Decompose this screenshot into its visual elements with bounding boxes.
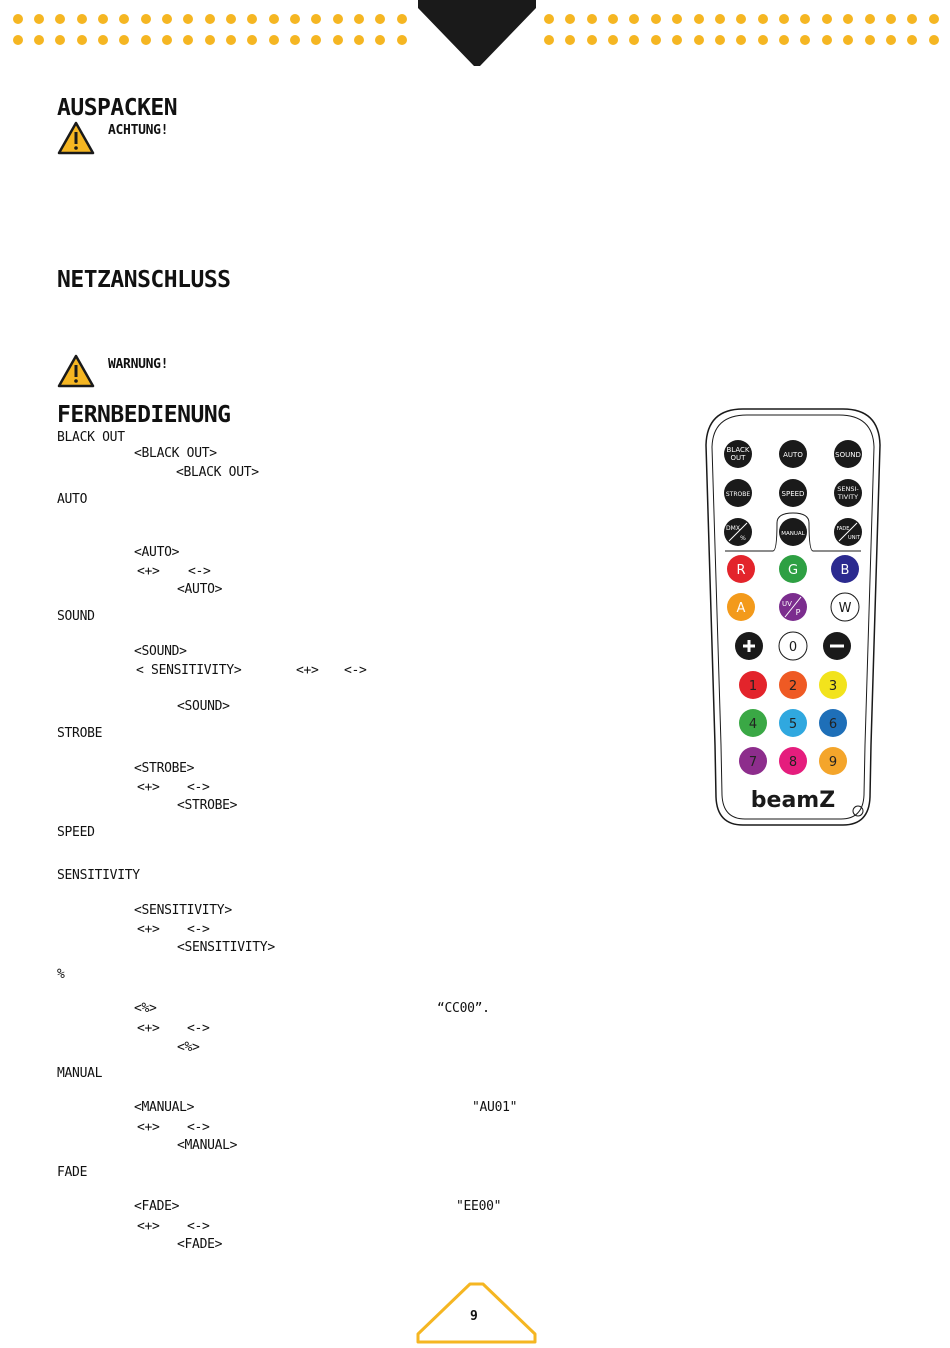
strobe-minus: <-> (187, 780, 210, 795)
remote-zero-button (779, 632, 807, 660)
top-chevron-shape (418, 0, 536, 66)
remote-auto-button (779, 440, 807, 468)
percent-line1: <%> (134, 1001, 157, 1016)
sound-sensitivity: < SENSITIVITY> (136, 663, 242, 678)
svg-text:MANUAL: MANUAL (781, 531, 805, 537)
svg-text:beamZ: beamZ (750, 788, 836, 813)
section-title-unpack: AUSPACKEN (57, 95, 178, 121)
svg-text:8: 8 (788, 755, 798, 770)
remote-plus-button (735, 632, 763, 660)
remote-6-button (819, 709, 847, 737)
svg-text:3: 3 (828, 679, 838, 694)
manual-line3: <MANUAL> (177, 1138, 238, 1153)
remote-green-button (779, 555, 807, 583)
svg-text:FADE: FADE (836, 526, 850, 532)
sensitivity-line3: <SENSITIVITY> (177, 940, 275, 955)
auto-plus: <+> (137, 564, 160, 579)
blackout-line2: <BLACK OUT> (176, 465, 259, 480)
svg-text:7: 7 (748, 755, 758, 770)
remote-3-button (819, 671, 847, 699)
remote-8-button (779, 747, 807, 775)
svg-text:9: 9 (828, 755, 838, 770)
percent-plus: <+> (137, 1021, 160, 1036)
fade-line1: <FADE> (134, 1199, 180, 1214)
remote-manual-button (779, 518, 807, 546)
strobe-line3: <STROBE> (177, 798, 238, 813)
svg-text:P: P (795, 608, 801, 617)
svg-text:0: 0 (788, 640, 798, 655)
sensitivity-plus: <+> (137, 922, 160, 937)
sensitivity-label: SENSITIVITY (57, 868, 140, 883)
remote-2-button (779, 671, 807, 699)
beamz-logo-icon (751, 788, 835, 813)
svg-text:DMX: DMX (726, 525, 740, 532)
manual-label: MANUAL (57, 1066, 103, 1081)
remote-fade-button (834, 518, 862, 546)
remote-sound-button (834, 440, 862, 468)
svg-text:STROBE: STROBE (725, 491, 751, 498)
section-title-remote: FERNBEDIENUNG (57, 402, 231, 428)
blackout-label: BLACK OUT (57, 430, 125, 445)
strobe-label: STROBE (57, 726, 103, 741)
top-dots-right (539, 10, 944, 50)
svg-text:4: 4 (748, 717, 758, 732)
percent-line3: <%> (177, 1040, 200, 1055)
sound-minus: <-> (344, 663, 367, 678)
remote-9-button (819, 747, 847, 775)
speed-label: SPEED (57, 825, 95, 840)
svg-text:2: 2 (788, 679, 798, 694)
percent-minus: <-> (187, 1021, 210, 1036)
percent-label: % (57, 967, 65, 982)
sensitivity-line1: <SENSITIVITY> (134, 903, 232, 918)
remote-sensitivity-button (834, 479, 862, 507)
strobe-line1: <STROBE> (134, 761, 195, 776)
svg-text:A: A (736, 601, 746, 616)
svg-text:%: % (740, 535, 746, 542)
svg-text:BLACK: BLACK (726, 446, 750, 454)
svg-text:5: 5 (788, 717, 798, 732)
svg-text:B: B (840, 563, 850, 578)
svg-text:SPEED: SPEED (781, 490, 805, 498)
svg-text:SOUND: SOUND (835, 451, 861, 459)
svg-text:1: 1 (748, 679, 758, 694)
manual-line1: <MANUAL> (134, 1100, 195, 1115)
fade-code: "EE00" (456, 1199, 502, 1214)
top-dots-left (8, 10, 413, 50)
strobe-plus: <+> (137, 780, 160, 795)
sound-line1: <SOUND> (134, 644, 187, 659)
sound-line3: <SOUND> (177, 699, 230, 714)
percent-code: “CC00”. (437, 1001, 490, 1016)
warning-triangle-icon (57, 121, 95, 159)
manual-minus: <-> (187, 1120, 210, 1135)
warning-label: WARNUNG! (108, 357, 169, 372)
remote-blackout-button (724, 440, 752, 468)
svg-text:6: 6 (828, 717, 838, 732)
remote-1-button (739, 671, 767, 699)
blackout-line1: <BLACK OUT> (134, 446, 217, 461)
sensitivity-minus: <-> (187, 922, 210, 937)
svg-text:UNIT: UNIT (848, 535, 860, 541)
svg-text:UV: UV (782, 600, 792, 608)
remote-7-button (739, 747, 767, 775)
auto-minus: <-> (188, 564, 211, 579)
fade-line3: <FADE> (177, 1237, 223, 1252)
svg-text:R: R (736, 563, 746, 578)
fade-minus: <-> (187, 1219, 210, 1234)
remote-4-button (739, 709, 767, 737)
manual-code: "AU01" (472, 1100, 518, 1115)
remote-blue-button (831, 555, 859, 583)
caution-label: ACHTUNG! (108, 123, 169, 138)
section-title-power: NETZANSCHLUSS (57, 267, 231, 293)
fade-plus: <+> (137, 1219, 160, 1234)
auto-line1: <AUTO> (134, 545, 180, 560)
remote-minus-button (823, 632, 851, 660)
sound-label: SOUND (57, 609, 95, 624)
remote-red-button (727, 555, 755, 583)
remote-speed-button (779, 479, 807, 507)
svg-text:G: G (787, 563, 799, 578)
remote-uv-button (779, 593, 807, 621)
remote-white-button (831, 593, 859, 621)
svg-text:W: W (838, 601, 852, 616)
remote-5-button (779, 709, 807, 737)
remote-strobe-button (724, 479, 752, 507)
auto-label: AUTO (57, 492, 88, 507)
auto-line3: <AUTO> (177, 582, 223, 597)
remote-control-illustration (703, 405, 883, 830)
remote-amber-button (727, 593, 755, 621)
svg-text:SENSI-: SENSI- (837, 485, 859, 493)
svg-text:AUTO: AUTO (783, 451, 803, 459)
svg-text:OUT: OUT (730, 454, 746, 462)
manual-plus: <+> (137, 1120, 160, 1135)
page-number: 9 (470, 1309, 478, 1324)
sound-plus: <+> (296, 663, 319, 678)
remote-dmx-button (724, 518, 752, 546)
fade-label: FADE (57, 1165, 88, 1180)
svg-text:TIVITY: TIVITY (837, 493, 859, 501)
warning-triangle-icon (57, 354, 95, 392)
